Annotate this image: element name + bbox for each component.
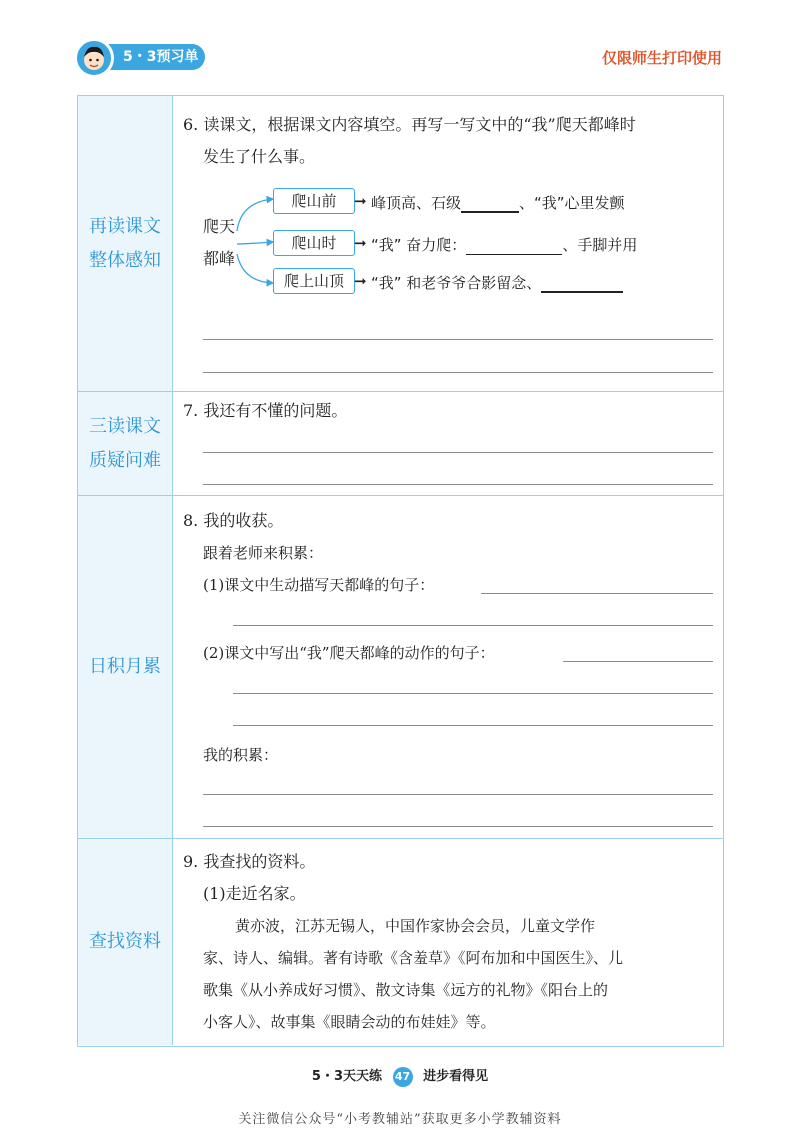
bio-line-2: 家、诗人、编辑。著有诗歌《含羞草》《阿布加和中国医生》、儿 [203, 949, 624, 967]
stage-box-during: 爬山时 [273, 230, 355, 256]
arrow-icon: ➞ [354, 234, 367, 252]
worksheet-table [77, 95, 724, 1047]
question-9: 9. 我查找的资料。 [183, 852, 316, 871]
label-line: 日积月累 [89, 656, 161, 677]
mascot-icon [74, 38, 114, 78]
my-accumulation: 我的积累： [203, 746, 279, 764]
label-line: 整体感知 [89, 249, 161, 271]
answer-line[interactable] [233, 725, 713, 726]
series-badge: 5・3预习单 [95, 44, 205, 70]
bio-line-3: 歌集《从小养成好习惯》、散文诗集《远方的礼物》《阳台上的 [203, 981, 609, 999]
page-header [0, 0, 800, 90]
label-line: 查找资料 [89, 931, 161, 952]
section-content [173, 496, 723, 838]
branch-1-pre: 峰顶高、石级 [371, 194, 462, 212]
accumulate-intro: 跟着老师来积累： [203, 544, 324, 562]
answer-line[interactable] [203, 372, 713, 373]
branch-3-text [371, 272, 623, 293]
question-7: 7. 我还有不懂的问题。 [183, 401, 348, 420]
answer-line[interactable] [481, 593, 713, 594]
stage-box-before: 爬山前 [273, 188, 355, 214]
fill-blank[interactable] [461, 197, 519, 213]
question-6-cont: 发生了什么事。 [203, 147, 316, 166]
diagram-root-1: 爬天 [203, 217, 236, 236]
answer-line[interactable] [203, 339, 713, 340]
stage-box-top: 爬上山顶 [273, 268, 355, 294]
answer-line[interactable] [233, 693, 713, 694]
section-content [173, 392, 723, 495]
answer-line[interactable] [203, 794, 713, 795]
section-label [78, 496, 173, 838]
section-content [173, 96, 723, 391]
branch-3-pre: “我” 和老爷爷合影留念、 [371, 274, 542, 292]
label-line: 质疑问难 [89, 449, 161, 471]
bio-line-4: 小客人》、故事集《眼睛会动的布娃娃》等。 [203, 1013, 496, 1031]
fill-blank[interactable] [541, 277, 623, 293]
branch-2-post: 、手脚并用 [562, 236, 638, 254]
branch-2-pre: “我” 奋力爬： [371, 236, 467, 254]
branch-1-post: 、“我”心里发颤 [519, 194, 625, 212]
footer-slogan: 进步看得见 [423, 1069, 489, 1084]
answer-line[interactable] [563, 661, 713, 662]
question-8: 8. 我的收获。 [183, 511, 284, 530]
label-line: 再读课文 [89, 215, 161, 237]
answer-line[interactable] [233, 625, 713, 626]
section-research [78, 839, 723, 1045]
section-label [78, 96, 173, 391]
bottom-note: 关注微信公众号“小考教辅站”获取更多小学教辅资料 [238, 1112, 562, 1127]
section-label [78, 839, 173, 1045]
fill-blank[interactable] [466, 240, 562, 255]
item-2: (2)课文中写出“我”爬天都峰的动作的句子： [203, 644, 495, 662]
branch-1-text [371, 192, 625, 213]
branch-2-text [371, 234, 637, 255]
label-line: 三读课文 [89, 415, 161, 437]
answer-line[interactable] [203, 826, 713, 827]
diagram-root-2: 都峰 [203, 249, 236, 268]
sub-heading: (1)走近名家。 [203, 884, 306, 903]
question-6: 6. 读课文，根据课文内容填空。再写一写文中的“我”爬天都峰时 [183, 115, 636, 134]
page-footer [0, 1065, 800, 1087]
arrow-icon: ➞ [354, 192, 367, 210]
section-reread [78, 96, 723, 392]
answer-line[interactable] [203, 452, 713, 453]
print-notice: 仅限师生打印使用 [601, 49, 722, 67]
section-question [78, 392, 723, 496]
page-number: 47 [393, 1067, 413, 1087]
section-label [78, 392, 173, 495]
bio-line-1: 黄亦波，江苏无锡人，中国作家协会会员，儿童文学作 [235, 917, 596, 935]
footer-series: 5・3天天练 [311, 1069, 382, 1084]
item-1: (1)课文中生动描写天都峰的句子： [203, 576, 435, 594]
answer-line[interactable] [203, 484, 713, 485]
arrow-icon: ➞ [354, 272, 367, 290]
section-content [173, 839, 723, 1045]
section-accumulate [78, 496, 723, 839]
